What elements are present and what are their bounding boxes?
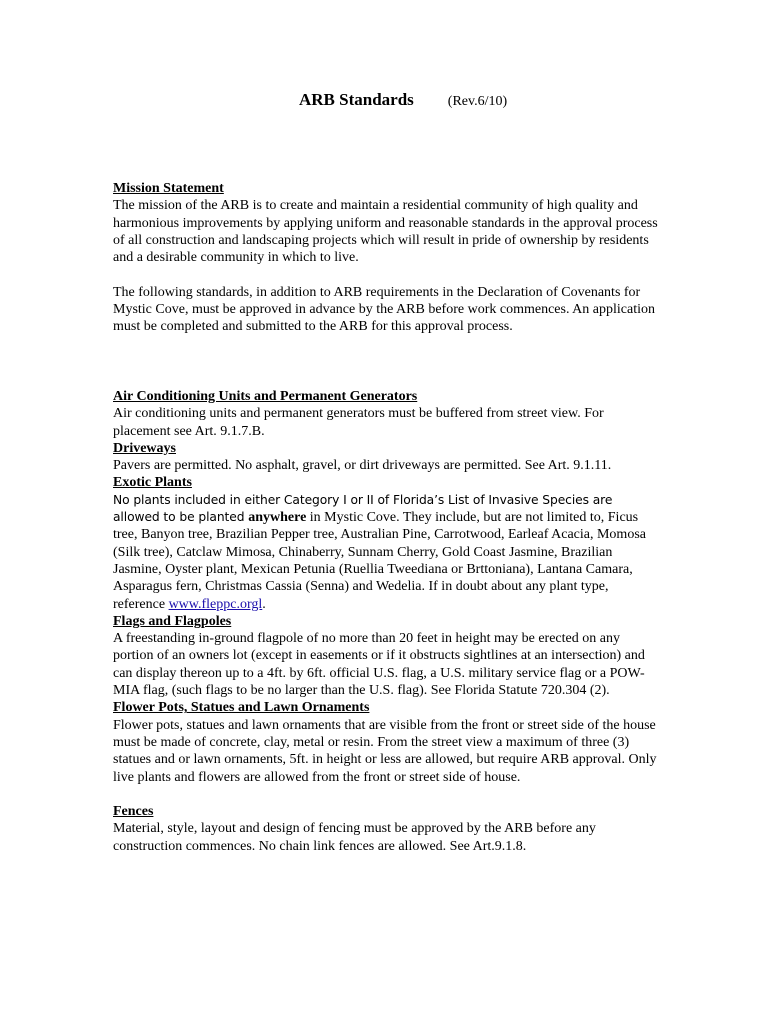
fleppc-link[interactable]: www.fleppc.orgl <box>168 596 263 612</box>
mission-block <box>113 180 658 336</box>
exotic-text-end: . <box>262 596 266 612</box>
fences-heading: Fences <box>113 804 154 820</box>
driveways-text: Pavers are permitted. No asphalt, gravel, or dirt driveways are permitted. See Art. 9.1.11. <box>113 458 612 474</box>
intro-text: The following standards, in addition to ARB requirements in the Declaration of Covenants for Mystic Cove, must be approved in advance by the ARB before work commences. An application must be completed and submitted to the ARB for this approval process. <box>113 284 655 335</box>
revision-label: (Rev.6/10) <box>447 94 508 109</box>
exotic-text-after: in Mystic Cove. They include, but are not limited to, Ficus tree, Banyon tree, Brazilian Pepper tree, Australian Pine, Carrotwood, Earleaf Acacia, Momosa (Silk tree), Catclaw Mimosa, Chinaberry, Sunnam Cherry, Gold Coast Jasmine, Brazilian Jasmine, Oyster plant, Mexican Petunia (Ruellia Tweediana or Brttoniana), Lantana Camara, Asparagus fern, Christmas Cassia (Senna) and Wedelia. If in doubt about any plant type, reference <box>113 510 646 612</box>
flower-text: Flower pots, statues and lawn ornaments that are visible from the front or street side of the house must be made of concrete, clay, metal or resin. From the street view a maximum of three (3) statues and or lawn ornaments, 5ft. in height or less are allowed, but require ARB approval. Only live plants and flowers are allowed from the front or street side of house. <box>113 717 657 785</box>
flags-heading: Flags and Flagpoles <box>113 613 232 629</box>
title-row <box>299 90 507 110</box>
exotic-text-start: No plants included in either Category I or II of Florida’s List of Invasive Species are allowed to be planted <box>113 492 613 525</box>
ac-text: Air conditioning units and permanent generators must be buffered from street view. For placement see Art. 9.1.7.B. <box>113 406 604 439</box>
exotic-heading: Exotic Plants <box>113 475 192 491</box>
exotic-text <box>113 492 658 613</box>
mission-text: The mission of the ARB is to create and maintain a residential community of high quality and harmonious improvements by applying uniform and reasonable standards in the approval process of all construction and landscaping projects which will result in pride of ownership by residents and a desirable community in which to live. <box>113 198 658 266</box>
flags-text: A freestanding in-ground flagpole of no more than 20 feet in height may be erected on any portion of an owners lot (except in easements or if it obstructs sightlines at an intersection) and can display thereon up to a 4ft. by 6ft. official U.S. flag, a U.S. military service flag or a POW- MIA flag, (such flags to be no larger than the U.S. flag). See Florida Statute 720.304 (2). <box>113 631 645 699</box>
document-title: ARB Standards <box>299 90 414 109</box>
driveways-heading: Driveways <box>113 440 176 456</box>
standards-block <box>113 388 658 855</box>
exotic-emphasis: anywhere <box>248 510 307 526</box>
fences-text: Material, style, layout and design of fencing must be approved by the ARB before any construction commences. No chain link fences are allowed. See Art.9.1.8. <box>113 821 596 854</box>
mission-heading: Mission Statement <box>113 181 224 196</box>
flower-heading: Flower Pots, Statues and Lawn Ornaments <box>113 700 370 716</box>
ac-heading: Air Conditioning Units and Permanent Generators <box>113 389 418 404</box>
